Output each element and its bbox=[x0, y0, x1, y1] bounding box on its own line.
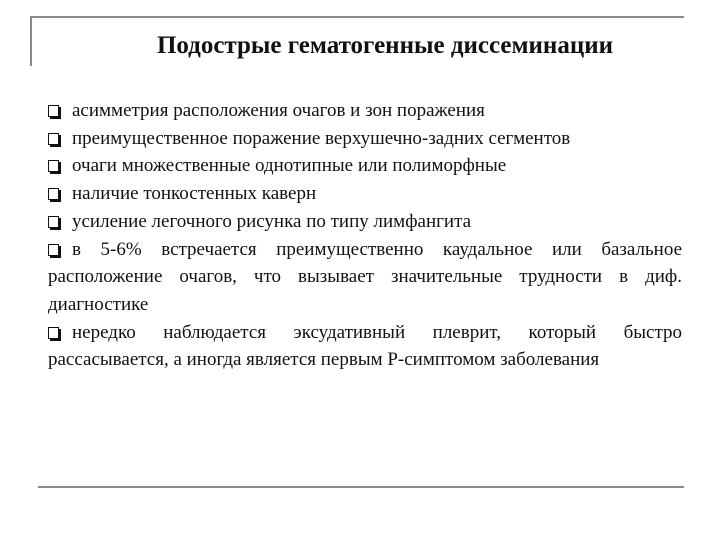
list-item-text: в 5-6% встречается преимущественно каудальное или базальное расположение очагов, что вызывает значительные трудности в диф. диагностике bbox=[48, 238, 682, 315]
checkbox-square-icon bbox=[48, 188, 59, 200]
checkbox-square-icon bbox=[48, 160, 59, 172]
list-item bbox=[48, 152, 682, 180]
list-item bbox=[48, 319, 682, 374]
list-item bbox=[48, 125, 682, 153]
top-divider bbox=[30, 16, 684, 18]
checkbox-square-icon bbox=[48, 133, 59, 145]
list-item bbox=[48, 208, 682, 236]
checkbox-square-icon bbox=[48, 244, 59, 256]
list-item-text: нередко наблюдается эксудативный плеврит, который быстро рассасывается, а иногда является первым Р-симптомом заболевания bbox=[48, 321, 682, 371]
list-item-text: преимущественное поражение верхушечно-задних сегментов bbox=[72, 127, 571, 149]
bottom-divider bbox=[38, 486, 684, 488]
list-item-text: очаги множественные однотипные или полиморфные bbox=[72, 155, 507, 177]
checkbox-square-icon bbox=[48, 327, 59, 339]
list-item bbox=[48, 236, 682, 319]
list-item bbox=[48, 97, 682, 125]
list-item-text: наличие тонкостенных каверн bbox=[72, 183, 317, 205]
checkbox-square-icon bbox=[48, 216, 59, 228]
checkbox-square-icon bbox=[48, 105, 59, 117]
bullet-list bbox=[48, 97, 682, 374]
list-item-text: усиление легочного рисунка по типу лимфангита bbox=[72, 210, 472, 232]
slide-title: Подострые гематогенные диссеминации bbox=[156, 32, 614, 59]
list-item-text: асимметрия расположения очагов и зон поражения bbox=[72, 100, 485, 121]
list-item bbox=[48, 180, 682, 208]
